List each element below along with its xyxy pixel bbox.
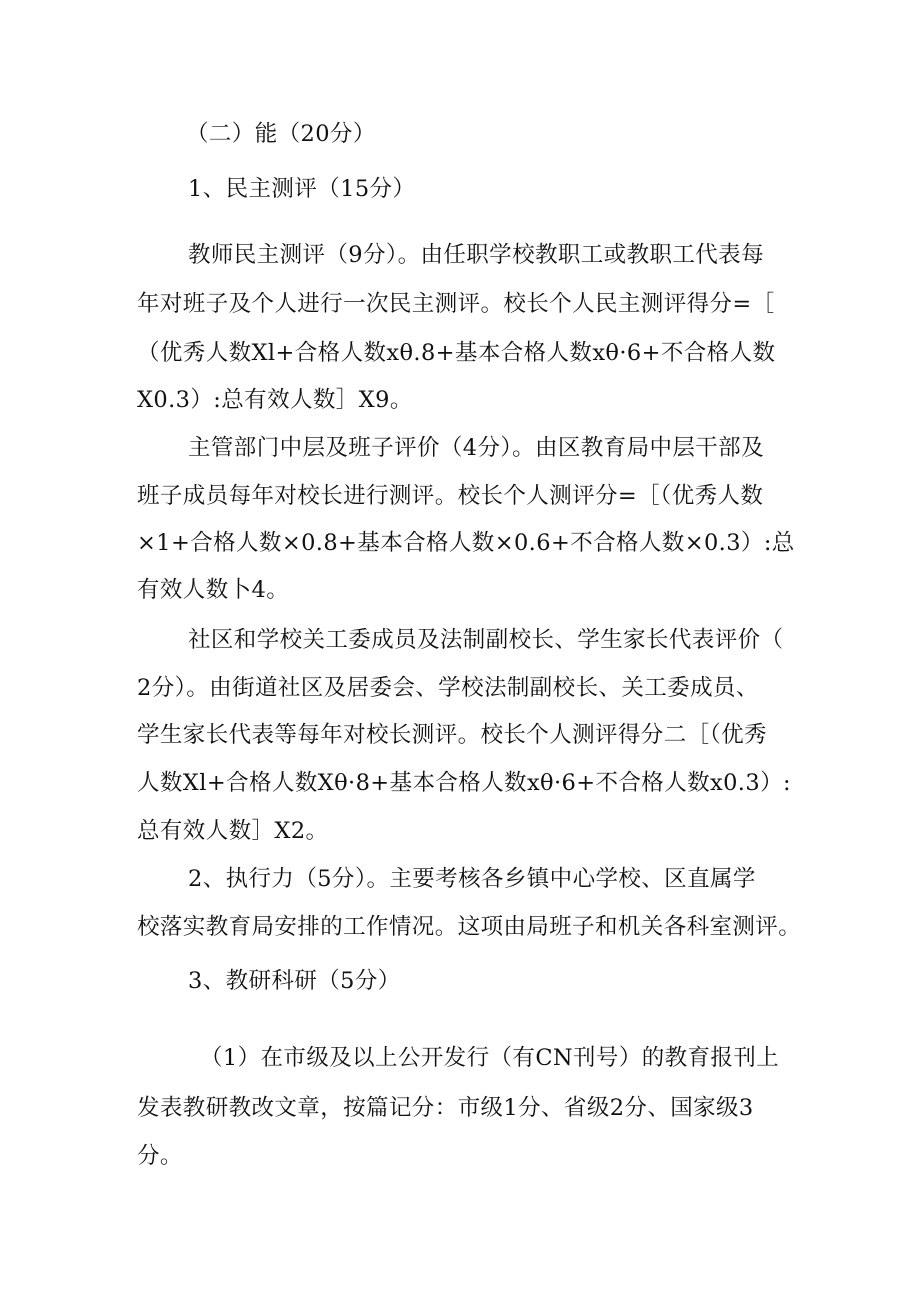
subsection-heading-democratic-evaluation: 1、民主测评（15分） [188,176,416,202]
paragraph-teacher-evaluation-line-4: X0.3）:总有效人数］X9。 [137,387,413,413]
paragraph-teacher-evaluation-line-2: 年对班子及个人进行一次民主测评。校长个人民主测评得分=［ [137,291,775,317]
subsection-heading-research: 3、教研科研（5分） [188,968,401,994]
paragraph-community-evaluation-line-3: 学生家长代表等每年对校长测评。校长个人测评得分二［（优秀 [137,722,767,748]
paragraph-department-evaluation-line-4: 有效人数卜4。 [137,577,290,603]
paragraph-research-line-3: 分。 [137,1143,183,1169]
paragraph-community-evaluation-line-1: 社区和学校关工委成员及法制副校长、学生家长代表评价（ [188,627,784,653]
paragraph-research-line-1: （1）在市级及以上公开发行（有CN刊号）的教育报刊上 [200,1045,780,1071]
paragraph-research-line-2: 发表教研教改文章，按篇记分：市级1分、省级2分、国家级3 [137,1095,754,1121]
paragraph-teacher-evaluation-line-3: （优秀人数Xl+合格人数xθ.8+基本合格人数xθ·6+不合格人数 [137,340,776,366]
section-heading: （二）能（20分） [186,121,376,147]
paragraph-community-evaluation-line-2: 2分）。由街道社区及居委会、学校法制副校长、关工委成员、 [137,675,759,701]
paragraph-department-evaluation-line-3: ×1+合格人数×0.8+基本合格人数×0.6+不合格人数×0.3）:总 [137,530,795,556]
paragraph-teacher-evaluation-line-1: 教师民主测评（9分）。由任职学校教职工或教职工代表每 [188,242,764,268]
paragraph-community-evaluation-line-5: 总有效人数］X2。 [137,818,329,844]
paragraph-execution-line-2: 校落实教育局安排的工作情况。这项由局班子和机关各科室测评。 [137,914,802,940]
paragraph-execution-line-1: 2、执行力（5分）。主要考核各乡镇中心学校、区直属学 [188,866,756,892]
paragraph-department-evaluation-line-1: 主管部门中层及班子评价（4分）。由区教育局中层干部及 [188,435,764,461]
paragraph-community-evaluation-line-4: 人数Xl+合格人数Xθ·8+基本合格人数xθ·6+不合格人数x0.3）: [137,770,791,796]
paragraph-department-evaluation-line-2: 班子成员每年对校长进行测评。校长个人测评分=［（优秀人数 [137,483,764,509]
